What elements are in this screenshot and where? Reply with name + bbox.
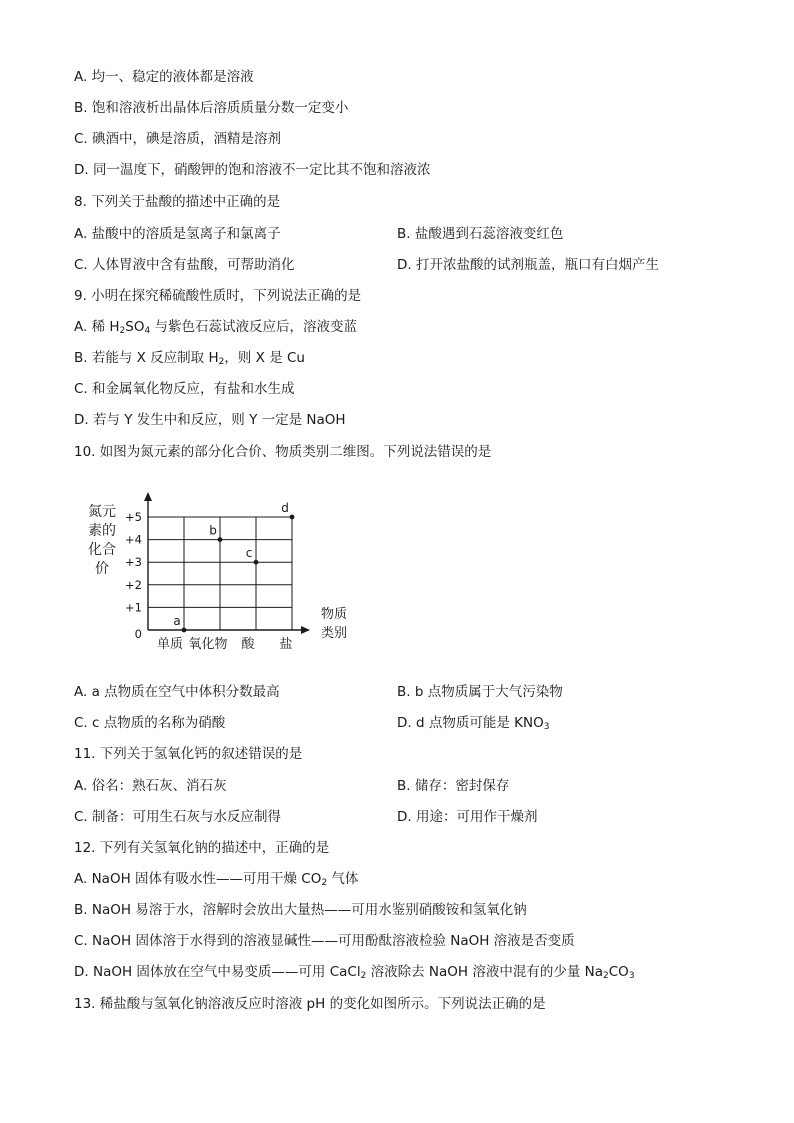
q10-option-b: B. b 点物质属于大气污染物 [397, 684, 563, 700]
q10-option-a: A. a 点物质在空气中体积分数最高 [74, 684, 280, 700]
q12-option-c: C. NaOH 固体溶于水得到的溶液显碱性——可用酚酞溶液检验 NaOH 溶液是否变质 [74, 933, 575, 949]
y-label-line: 价 [95, 561, 109, 577]
q12-stem: 12. 下列有关氢氧化钠的描述中，正确的是 [74, 840, 330, 856]
q12-option-b: B. NaOH 易溶于水，溶解时会放出大量热——可用水鉴别硝酸铵和氢氧化钠 [74, 902, 527, 918]
q11-stem: 11. 下列关于氢氧化钙的叙述错误的是 [74, 746, 303, 762]
q10-stem: 10. 如图为氮元素的部分化合价、物质类别二维图。下列说法错误的是 [74, 444, 492, 460]
y-tick-label: +4 [125, 532, 142, 547]
x-axis-arrow [301, 626, 310, 634]
point-label-a: a [173, 614, 181, 628]
y-label-line: 素的 [88, 523, 116, 539]
x-category-label: 氧化物 [188, 637, 228, 652]
y-tick-label: +2 [125, 577, 142, 592]
q11-option-a: A. 俗名：熟石灰、消石灰 [74, 778, 227, 794]
q11-option-d: D. 用途：可用作干燥剂 [397, 809, 538, 825]
chart-y-label [88, 504, 116, 577]
nitrogen-valence-chart [80, 484, 348, 664]
chart-grid [148, 517, 292, 630]
chart-y-ticks [125, 510, 142, 641]
q9-option-d: D. 若与 Y 发生中和反应，则 Y 一定是 NaOH [74, 412, 346, 428]
y-label-line: 化合 [88, 542, 116, 558]
point-label-b: b [209, 523, 217, 538]
point-label-c: c [245, 546, 253, 561]
q7-option-c: C. 碘酒中，碘是溶质，酒精是溶剂 [74, 131, 282, 147]
point-label-d: d [281, 501, 289, 515]
x-label-line: 类别 [320, 626, 348, 641]
y-label-line: 氮元 [88, 504, 116, 520]
q9-option-a: A. 稀 H2SO4 与紫色石蕊试液反应后，溶液变蓝 [74, 319, 357, 336]
q8-option-a: A. 盐酸中的溶质是氢离子和氯离子 [74, 226, 281, 242]
x-category-label: 单质 [156, 637, 184, 652]
q8-stem: 8. 下列关于盐酸的描述中正确的是 [74, 194, 281, 210]
chart-x-categories [157, 636, 293, 652]
q10-option-c: C. c 点物质的名称为硝酸 [74, 715, 226, 731]
q8-option-c: C. 人体胃液中含有盐酸，可帮助消化 [74, 257, 295, 273]
chart-points [173, 501, 294, 632]
x-category-label: 酸 [241, 637, 255, 652]
q7-option-a: A. 均一、稳定的液体都是溶液 [74, 69, 254, 85]
q9-stem: 9. 小明在探究稀硫酸性质时，下列说法正确的是 [74, 288, 362, 304]
y-tick-label: +5 [125, 510, 142, 524]
x-label-line: 物质 [320, 607, 348, 622]
q8-option-d: D. 打开浓盐酸的试剂瓶盖，瓶口有白烟产生 [397, 257, 659, 273]
q13-stem: 13. 稀盐酸与氢氧化钠溶液反应时溶液 pH 的变化如图所示。下列说法正确的是 [74, 996, 546, 1012]
q7-option-b: B. 饱和溶液析出晶体后溶质质量分数一定变小 [74, 100, 349, 116]
point-a [182, 628, 187, 633]
q11-option-c: C. 制备：可用生石灰与水反应制得 [74, 809, 282, 825]
y-tick-label: +1 [125, 600, 142, 615]
q12-option-d: D. NaOH 固体放在空气中易变质——可用 CaCl2 溶液除去 NaOH 溶液中混有的少量 Na2CO3 [74, 964, 635, 981]
y-tick-label: 0 [134, 627, 142, 641]
point-c [254, 560, 259, 565]
x-category-label: 盐 [279, 637, 293, 652]
y-tick-label: +3 [125, 555, 142, 570]
q11-option-b: B. 储存：密封保存 [397, 778, 510, 794]
y-axis-arrow [144, 492, 152, 501]
q7-option-d: D. 同一温度下，硝酸钾的饱和溶液不一定比其不饱和溶液浓 [74, 162, 431, 178]
q12-option-a: A. NaOH 固体有吸水性——可用干燥 CO2 气体 [74, 871, 359, 888]
q10-option-d: D. d 点物质可能是 KNO3 [397, 715, 550, 732]
q9-option-b: B. 若能与 X 反应制取 H2，则 X 是 Cu [74, 350, 305, 367]
chart-x-label [321, 606, 347, 641]
point-b [218, 537, 223, 542]
point-d [290, 515, 295, 520]
q9-option-c: C. 和金属氧化物反应，有盐和水生成 [74, 381, 295, 397]
q8-option-b: B. 盐酸遇到石蕊溶液变红色 [397, 226, 564, 242]
